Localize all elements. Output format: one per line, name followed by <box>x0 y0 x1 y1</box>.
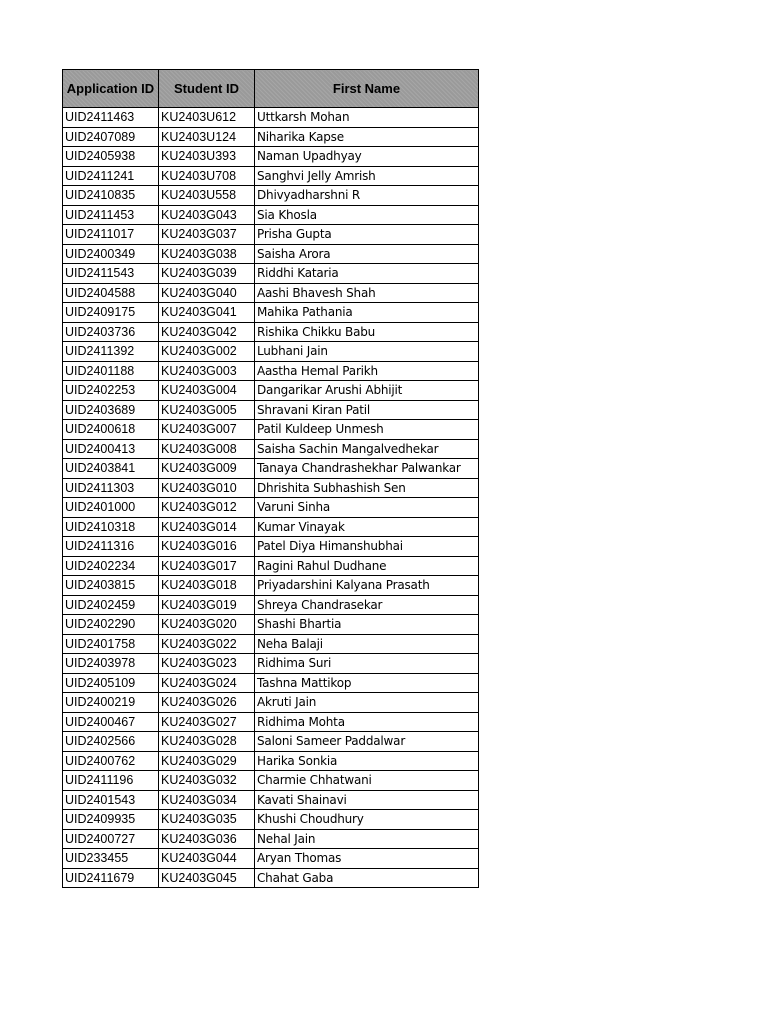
table-body <box>63 108 479 888</box>
student-id-cell: KU2403G019 <box>159 595 255 615</box>
first-name-cell: Varuni Sinha <box>255 498 479 518</box>
table-row <box>63 498 479 518</box>
first-name-cell: Rishika Chikku Babu <box>255 322 479 342</box>
student-id-cell: KU2403G007 <box>159 420 255 440</box>
first-name-cell: Dhivyadharshni R <box>255 186 479 206</box>
application-id-cell: UID233455 <box>63 849 159 869</box>
student-id-cell: KU2403U708 <box>159 166 255 186</box>
table-header-row <box>63 70 479 108</box>
application-id-cell: UID2400413 <box>63 439 159 459</box>
table-row <box>63 381 479 401</box>
table-row <box>63 108 479 128</box>
first-name-cell: Naman Upadhyay <box>255 147 479 167</box>
student-id-cell: KU2403G043 <box>159 205 255 225</box>
table-row <box>63 127 479 147</box>
table-row <box>63 693 479 713</box>
first-name-cell: Saisha Arora <box>255 244 479 264</box>
table-row <box>63 537 479 557</box>
table-row <box>63 576 479 596</box>
application-id-cell: UID2409935 <box>63 810 159 830</box>
application-id-cell: UID2400727 <box>63 829 159 849</box>
application-id-cell: UID2401543 <box>63 790 159 810</box>
table-row <box>63 439 479 459</box>
application-id-cell: UID2405938 <box>63 147 159 167</box>
table-row <box>63 810 479 830</box>
table-row <box>63 673 479 693</box>
student-id-cell: KU2403U124 <box>159 127 255 147</box>
table-row <box>63 654 479 674</box>
table-row <box>63 361 479 381</box>
application-id-cell: UID2411241 <box>63 166 159 186</box>
header-application-id: Application ID <box>63 70 159 108</box>
table-row <box>63 322 479 342</box>
student-id-cell: KU2403G042 <box>159 322 255 342</box>
application-id-cell: UID2402234 <box>63 556 159 576</box>
first-name-cell: Patil Kuldeep Unmesh <box>255 420 479 440</box>
first-name-cell: Ridhima Mohta <box>255 712 479 732</box>
student-id-cell: KU2403G023 <box>159 654 255 674</box>
student-id-cell: KU2403G014 <box>159 517 255 537</box>
student-id-cell: KU2403G045 <box>159 868 255 888</box>
student-id-cell: KU2403G037 <box>159 225 255 245</box>
first-name-cell: Chahat Gaba <box>255 868 479 888</box>
application-id-cell: UID2411463 <box>63 108 159 128</box>
application-id-cell: UID2411196 <box>63 771 159 791</box>
table-row <box>63 829 479 849</box>
table-row <box>63 459 479 479</box>
student-id-cell: KU2403G028 <box>159 732 255 752</box>
table-row <box>63 166 479 186</box>
table-row <box>63 595 479 615</box>
student-id-cell: KU2403G029 <box>159 751 255 771</box>
table-row <box>63 732 479 752</box>
table-row <box>63 556 479 576</box>
student-id-cell: KU2403G032 <box>159 771 255 791</box>
student-id-cell: KU2403G005 <box>159 400 255 420</box>
first-name-cell: Kumar Vinayak <box>255 517 479 537</box>
student-id-cell: KU2403G003 <box>159 361 255 381</box>
student-id-cell: KU2403U612 <box>159 108 255 128</box>
application-id-cell: UID2411316 <box>63 537 159 557</box>
application-id-cell: UID2400467 <box>63 712 159 732</box>
first-name-cell: Niharika Kapse <box>255 127 479 147</box>
student-id-cell: KU2403G035 <box>159 810 255 830</box>
first-name-cell: Uttkarsh Mohan <box>255 108 479 128</box>
application-id-cell: UID2404588 <box>63 283 159 303</box>
application-id-cell: UID2411543 <box>63 264 159 284</box>
first-name-cell: Dhrishita Subhashish Sen <box>255 478 479 498</box>
application-id-cell: UID2402290 <box>63 615 159 635</box>
first-name-cell: Shravani Kiran Patil <box>255 400 479 420</box>
student-id-cell: KU2403G041 <box>159 303 255 323</box>
table-row <box>63 868 479 888</box>
table-row <box>63 205 479 225</box>
first-name-cell: Kavati Shainavi <box>255 790 479 810</box>
table-row <box>63 790 479 810</box>
application-id-cell: UID2401000 <box>63 498 159 518</box>
table-row <box>63 849 479 869</box>
student-id-cell: KU2403G026 <box>159 693 255 713</box>
student-id-cell: KU2403G036 <box>159 829 255 849</box>
student-table <box>62 69 479 888</box>
application-id-cell: UID2403736 <box>63 322 159 342</box>
table-row <box>63 712 479 732</box>
student-id-cell: KU2403G024 <box>159 673 255 693</box>
application-id-cell: UID2411392 <box>63 342 159 362</box>
student-id-cell: KU2403G002 <box>159 342 255 362</box>
table-row <box>63 342 479 362</box>
first-name-cell: Sia Khosla <box>255 205 479 225</box>
application-id-cell: UID2403841 <box>63 459 159 479</box>
table-row <box>63 283 479 303</box>
first-name-cell: Khushi Choudhury <box>255 810 479 830</box>
student-id-cell: KU2403G017 <box>159 556 255 576</box>
table-row <box>63 751 479 771</box>
student-id-cell: KU2403U558 <box>159 186 255 206</box>
table-row <box>63 186 479 206</box>
first-name-cell: Ragini Rahul Dudhane <box>255 556 479 576</box>
application-id-cell: UID2400349 <box>63 244 159 264</box>
student-id-cell: KU2403G034 <box>159 790 255 810</box>
student-id-cell: KU2403G022 <box>159 634 255 654</box>
application-id-cell: UID2410835 <box>63 186 159 206</box>
application-id-cell: UID2401758 <box>63 634 159 654</box>
application-id-cell: UID2403815 <box>63 576 159 596</box>
student-id-cell: KU2403G040 <box>159 283 255 303</box>
student-id-cell: KU2403G027 <box>159 712 255 732</box>
application-id-cell: UID2410318 <box>63 517 159 537</box>
table-row <box>63 615 479 635</box>
first-name-cell: Saisha Sachin Mangalvedhekar <box>255 439 479 459</box>
application-id-cell: UID2400219 <box>63 693 159 713</box>
first-name-cell: Tanaya Chandrashekhar Palwankar <box>255 459 479 479</box>
first-name-cell: Harika Sonkia <box>255 751 479 771</box>
application-id-cell: UID2411679 <box>63 868 159 888</box>
first-name-cell: Neha Balaji <box>255 634 479 654</box>
application-id-cell: UID2402253 <box>63 381 159 401</box>
first-name-cell: Aashi Bhavesh Shah <box>255 283 479 303</box>
first-name-cell: Ridhima Suri <box>255 654 479 674</box>
application-id-cell: UID2411017 <box>63 225 159 245</box>
first-name-cell: Priyadarshini Kalyana Prasath <box>255 576 479 596</box>
first-name-cell: Mahika Pathania <box>255 303 479 323</box>
table-row <box>63 517 479 537</box>
application-id-cell: UID2400618 <box>63 420 159 440</box>
application-id-cell: UID2411303 <box>63 478 159 498</box>
first-name-cell: Lubhani Jain <box>255 342 479 362</box>
first-name-cell: Akruti Jain <box>255 693 479 713</box>
first-name-cell: Shreya Chandrasekar <box>255 595 479 615</box>
application-id-cell: UID2407089 <box>63 127 159 147</box>
header-student-id: Student ID <box>159 70 255 108</box>
table-row <box>63 147 479 167</box>
student-id-cell: KU2403G010 <box>159 478 255 498</box>
first-name-cell: Dangarikar Arushi Abhijit <box>255 381 479 401</box>
application-id-cell: UID2403689 <box>63 400 159 420</box>
first-name-cell: Nehal Jain <box>255 829 479 849</box>
table-row <box>63 400 479 420</box>
first-name-cell: Aryan Thomas <box>255 849 479 869</box>
student-id-cell: KU2403U393 <box>159 147 255 167</box>
student-id-cell: KU2403G018 <box>159 576 255 596</box>
table-row <box>63 634 479 654</box>
student-id-cell: KU2403G044 <box>159 849 255 869</box>
first-name-cell: Aastha Hemal Parikh <box>255 361 479 381</box>
table-row <box>63 303 479 323</box>
application-id-cell: UID2401188 <box>63 361 159 381</box>
table-row <box>63 420 479 440</box>
application-id-cell: UID2403978 <box>63 654 159 674</box>
student-id-cell: KU2403G009 <box>159 459 255 479</box>
header-first-name: First Name <box>255 70 479 108</box>
first-name-cell: Charmie Chhatwani <box>255 771 479 791</box>
student-id-cell: KU2403G016 <box>159 537 255 557</box>
student-id-cell: KU2403G012 <box>159 498 255 518</box>
table-row <box>63 478 479 498</box>
application-id-cell: UID2402566 <box>63 732 159 752</box>
first-name-cell: Saloni Sameer Paddalwar <box>255 732 479 752</box>
first-name-cell: Riddhi Kataria <box>255 264 479 284</box>
application-id-cell: UID2409175 <box>63 303 159 323</box>
student-id-cell: KU2403G020 <box>159 615 255 635</box>
application-id-cell: UID2402459 <box>63 595 159 615</box>
student-id-cell: KU2403G038 <box>159 244 255 264</box>
table-row <box>63 244 479 264</box>
first-name-cell: Sanghvi Jelly Amrish <box>255 166 479 186</box>
first-name-cell: Patel Diya Himanshubhai <box>255 537 479 557</box>
application-id-cell: UID2400762 <box>63 751 159 771</box>
student-id-cell: KU2403G004 <box>159 381 255 401</box>
application-id-cell: UID2411453 <box>63 205 159 225</box>
first-name-cell: Shashi Bhartia <box>255 615 479 635</box>
first-name-cell: Prisha Gupta <box>255 225 479 245</box>
first-name-cell: Tashna Mattikop <box>255 673 479 693</box>
table-row <box>63 225 479 245</box>
application-id-cell: UID2405109 <box>63 673 159 693</box>
student-id-cell: KU2403G008 <box>159 439 255 459</box>
table-row <box>63 771 479 791</box>
table-row <box>63 264 479 284</box>
student-id-cell: KU2403G039 <box>159 264 255 284</box>
